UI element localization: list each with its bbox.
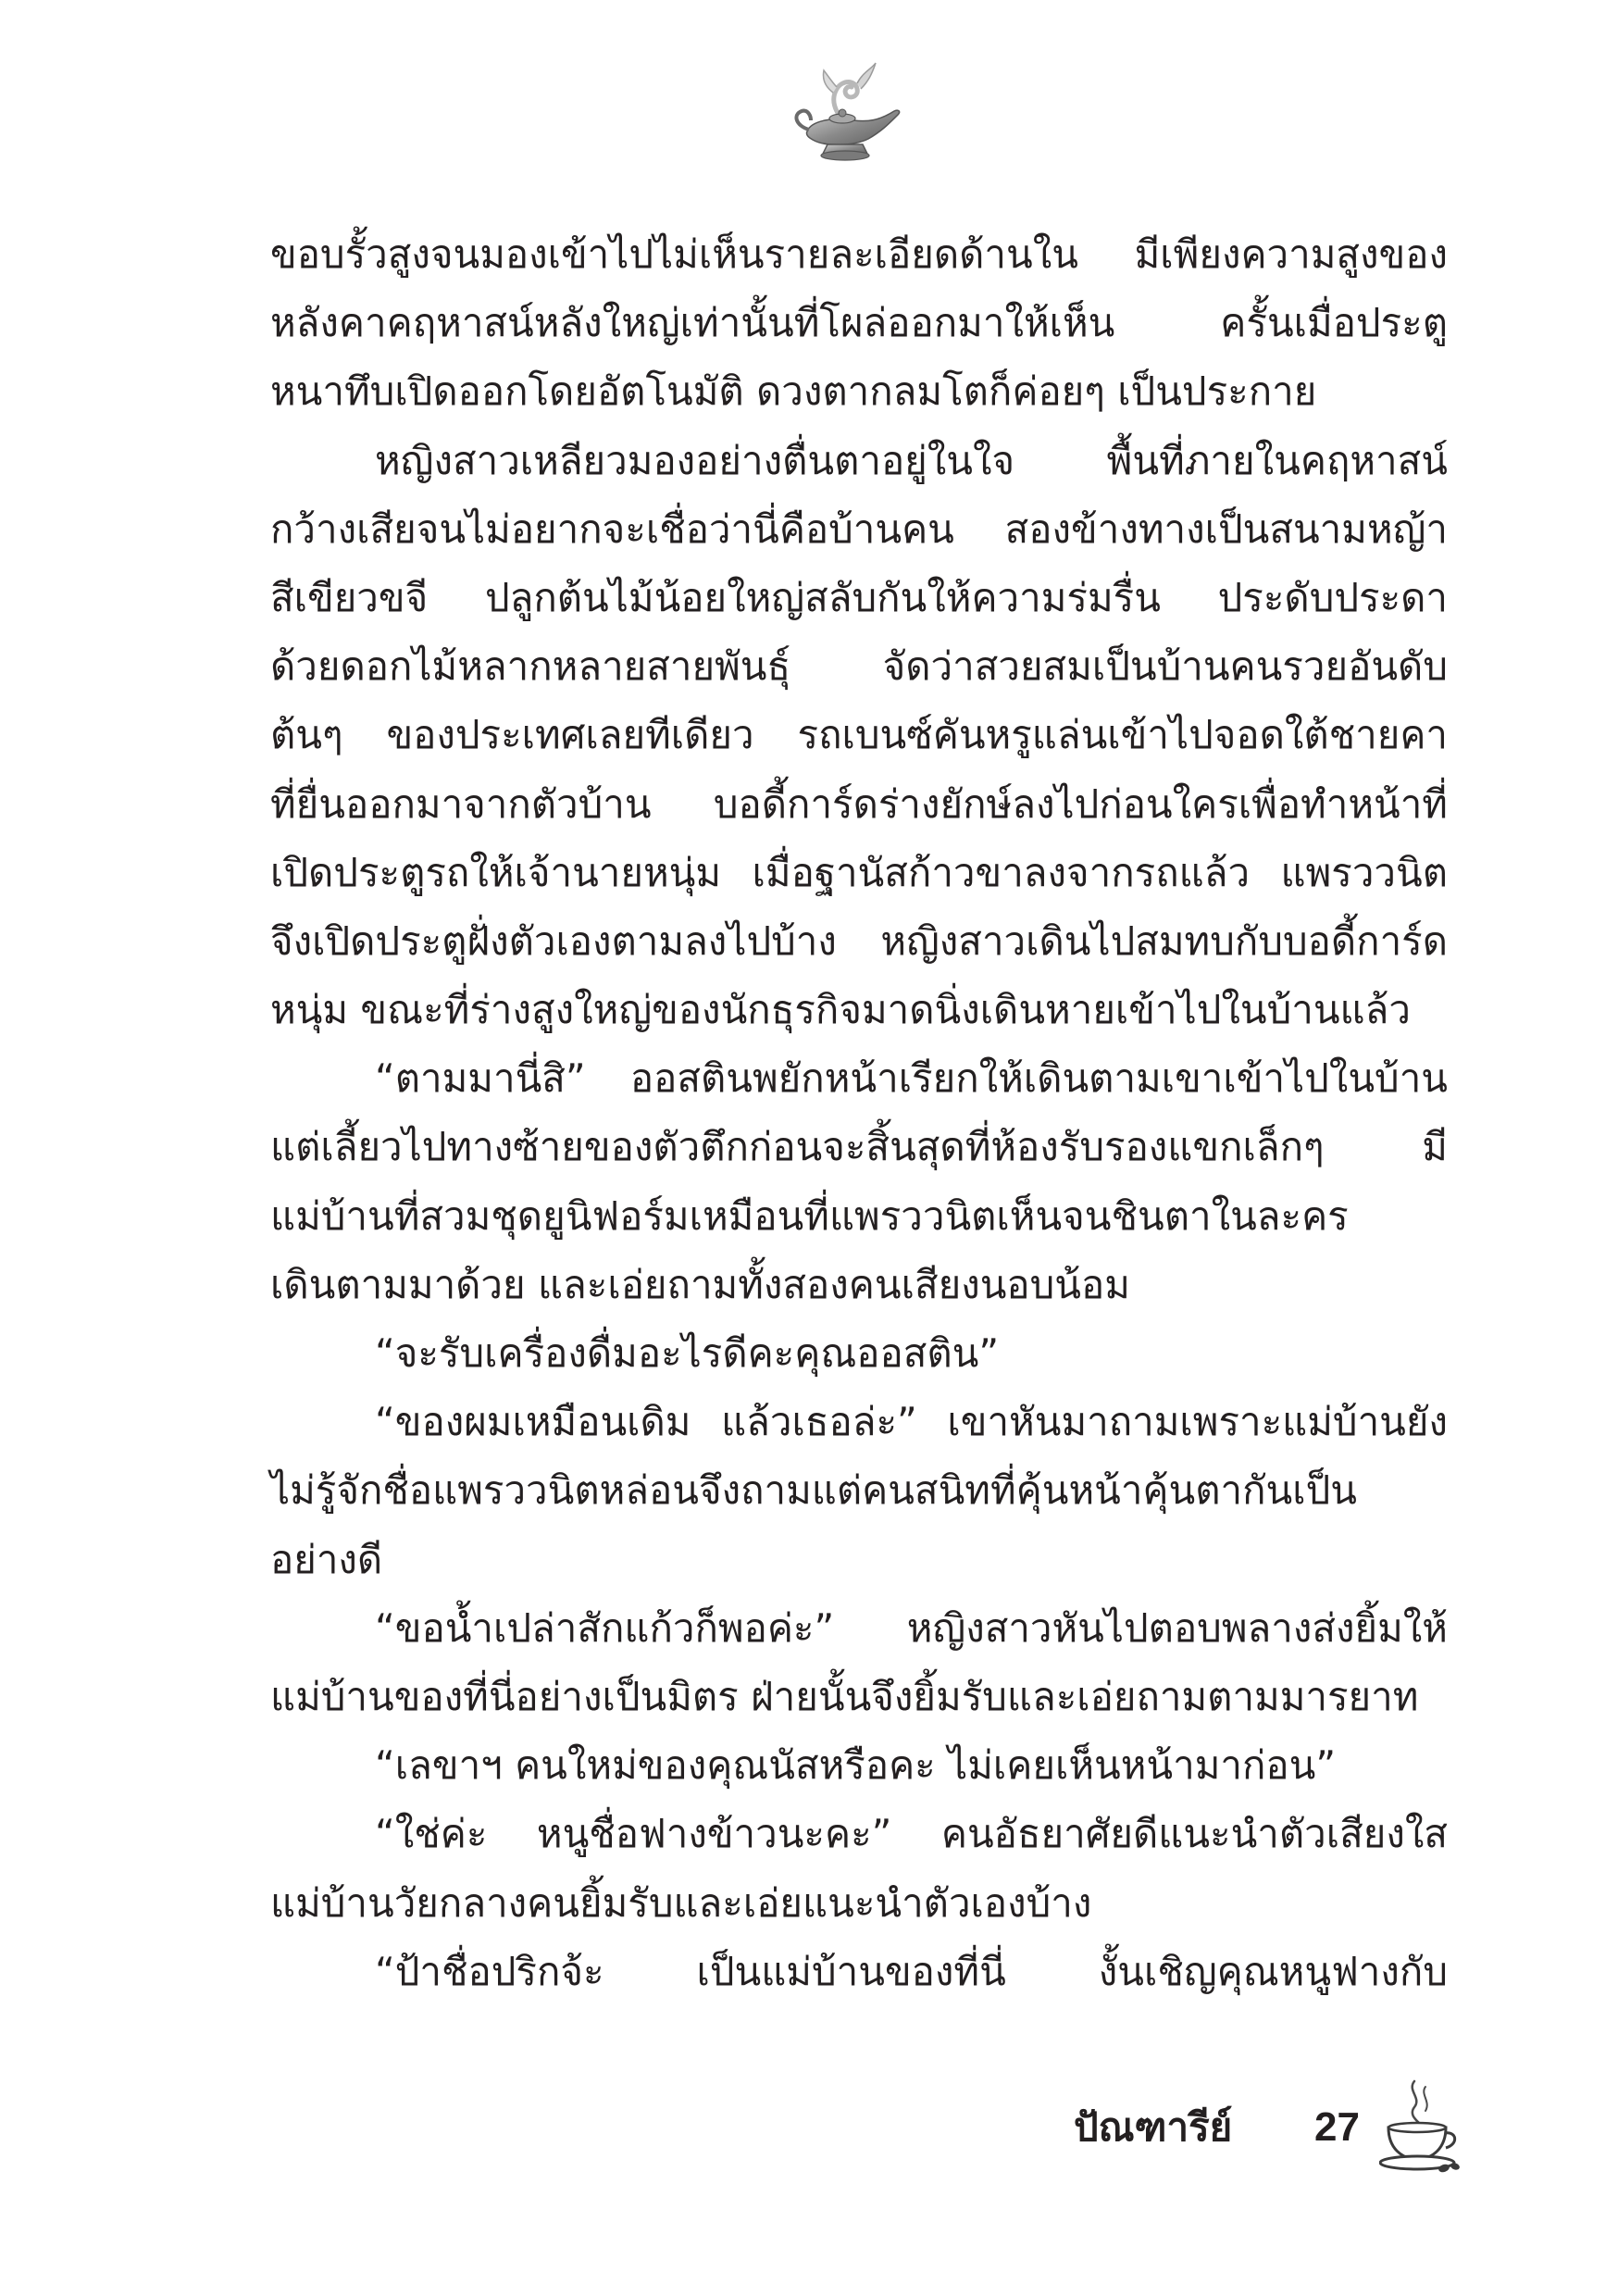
text-line: เปิดประตูรถให้เจ้านายหนุ่ม เมื่อฐานัสก้าวขาลงจากรถแล้ว แพรววนิต	[270, 849, 1448, 895]
text-line: หนาทึบเปิดออกโดยอัตโนมัติ ดวงตากลมโตก็ค่อยๆ เป็นประกาย	[270, 368, 1317, 415]
text-line: “ของผมเหมือนเดิม แล้วเธอล่ะ” เขาหันมาถามเพราะแม่บ้านยัง	[375, 1399, 1448, 1445]
text-line: “เลขาฯ คนใหม่ของคุณนัสหรือคะ ไม่เคยเห็นหน้ามาก่อน”	[375, 1742, 1337, 1789]
text-line: เดินตามมาด้วย และเอ่ยถามทั้งสองคนเสียงนอบน้อม	[270, 1261, 1130, 1307]
text-line: สีเขียวขจี ปลูกต้นไม้น้อยใหญ่สลับกันให้ความร่มรื่น ประดับประดา	[270, 574, 1448, 620]
text-line: “ขอน้ำเปล่าสักแก้วก็พอค่ะ” หญิงสาวหันไปตอบพลางส่งยิ้มให้	[375, 1604, 1448, 1651]
page-number: 27	[1314, 2104, 1360, 2150]
text-line: ที่ยื่นออกมาจากตัวบ้าน บอดี้การ์ดร่างยักษ์ลงไปก่อนใครเพื่อทำหน้าที่	[270, 780, 1448, 827]
text-line: กว้างเสียจนไม่อยากจะเชื่อว่านี่คือบ้านคน สองข้างทางเป็นสนามหญ้า	[270, 505, 1448, 552]
text-line: ด้วยดอกไม้หลากหลายสายพันธุ์ จัดว่าสวยสมเป็นบ้านคนรวยอันดับ	[270, 643, 1448, 690]
text-line: หนุ่ม ขณะที่ร่างสูงใหญ่ของนักธุรกิจมาดนิ่งเดินหายเข้าไปในบ้านแล้ว	[270, 987, 1411, 1033]
text-line: แม่บ้านวัยกลางคนยิ้มรับและเอ่ยแนะนำตัวเองบ้าง	[270, 1879, 1092, 1926]
text-line: หญิงสาวเหลียวมองอย่างตื่นตาอยู่ในใจ พื้นที่ภายในคฤหาสน์	[375, 437, 1448, 483]
text-line: ไม่รู้จักชื่อแพรววนิตหล่อนจึงถามแต่คนสนิทที่คุ้นหน้าคุ้นตากันเป็น	[270, 1467, 1357, 1514]
text-line: “ใช่ค่ะ หนูชื่อฟางข้าวนะคะ” คนอัธยาศัยดีแนะนำตัวเสียงใส	[375, 1811, 1448, 1857]
author-name: ปัณฑารีย์	[1074, 2104, 1233, 2150]
text-line: อย่างดี	[270, 1536, 383, 1582]
text-line: หลังคาคฤหาสน์หลังใหญ่เท่านั้นที่โผล่ออกมาให้เห็น ครั้นเมื่อประตู	[270, 300, 1448, 346]
text-line: ขอบรั้วสูงจนมองเข้าไปไม่เห็นรายละเอียดด้านใน มีเพียงความสูงของ	[270, 231, 1448, 277]
text-line: แม่บ้านที่สวมชุดยูนิฟอร์มเหมือนที่แพรววนิตเห็นจนชินตาในละคร	[270, 1192, 1349, 1239]
text-line: “ป้าชื่อปริกจ้ะ เป็นแม่บ้านของที่นี่ งั้นเชิญคุณหนูฟางกับ	[375, 1948, 1448, 1994]
page-footer	[1074, 2074, 1462, 2176]
body-text	[270, 220, 1448, 2006]
text-line: แต่เลี้ยวไปทางซ้ายของตัวตึกก่อนจะสิ้นสุดที่ห้องรับรองแขกเล็กๆ มี	[270, 1124, 1448, 1170]
text-line: “ตามมานี่สิ” ออสตินพยักหน้าเรียกให้เดินตามเขาเข้าไปในบ้าน	[375, 1055, 1448, 1102]
text-line: ต้นๆ ของประเทศเลยทีเดียว รถเบนซ์คันหรูแล่นเข้าไปจอดใต้ชายคา	[270, 712, 1448, 758]
coffee-cup-icon	[1379, 2074, 1462, 2176]
text-line: แม่บ้านของที่นี่อย่างเป็นมิตร ฝ่ายนั้นจึงยิ้มรับและเอ่ยถามตามมารยาท	[270, 1673, 1419, 1719]
text-line: “จะรับเครื่องดื่มอะไรดีคะคุณออสติน”	[375, 1330, 1000, 1376]
text-line: จึงเปิดประตูฝั่งตัวเองตามลงไปบ้าง หญิงสาวเดินไปสมทบกับบอดี้การ์ด	[270, 917, 1448, 964]
genie-lamp-icon	[779, 56, 918, 167]
